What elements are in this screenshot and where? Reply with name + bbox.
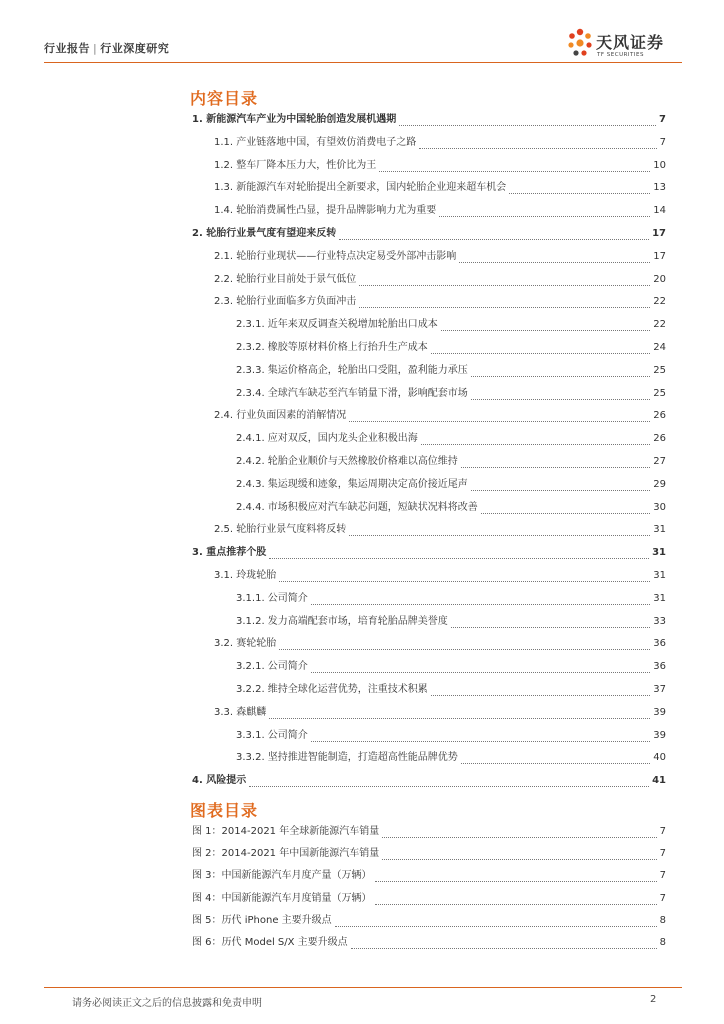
entry-label: 图 1：2014-2021 年全球新能源汽车销量 bbox=[192, 826, 380, 837]
toc-entry[interactable] bbox=[236, 500, 666, 514]
toc-entry[interactable] bbox=[236, 682, 666, 696]
dot-leader bbox=[441, 321, 650, 331]
toc-entry[interactable] bbox=[192, 773, 666, 787]
entry-page-number: 20 bbox=[653, 273, 666, 285]
entry-page-number: 7 bbox=[659, 114, 666, 125]
entry-label: 图 5：历代 iPhone 主要升级点 bbox=[192, 914, 332, 926]
entry-label: 3.1. 玲珑轮胎 bbox=[214, 570, 277, 581]
entry-page-number: 25 bbox=[653, 364, 666, 376]
dot-leader bbox=[471, 390, 650, 400]
dot-leader bbox=[279, 640, 650, 650]
entry-page-number: 31 bbox=[652, 547, 666, 559]
toc-entry[interactable] bbox=[214, 203, 666, 217]
dot-leader bbox=[439, 207, 650, 217]
dot-leader bbox=[359, 276, 650, 286]
toc-title: 内容目录 bbox=[190, 89, 259, 108]
toc-entry[interactable] bbox=[214, 568, 666, 582]
entry-label: 2.3.4. 全球汽车缺芯至汽车销量下滑，影响配套市场 bbox=[236, 387, 468, 399]
toc-entry[interactable] bbox=[236, 340, 666, 354]
dot-leader bbox=[311, 732, 650, 742]
footer-disclaimer: 请务必阅读正文之后的信息披露和免责申明 bbox=[72, 998, 262, 1009]
toc-entry[interactable] bbox=[236, 477, 666, 491]
entry-page-number: 36 bbox=[653, 661, 666, 673]
dot-leader bbox=[335, 917, 657, 927]
entry-label: 图 2：2014-2021 年中国新能源汽车销量 bbox=[192, 848, 380, 860]
entry-label: 2.4.4. 市场积极应对汽车缺芯问题，短缺状况料将改善 bbox=[236, 501, 478, 513]
toc-entry[interactable] bbox=[236, 363, 666, 377]
entry-label: 2.3.2. 橡胶等原材料价格上行抬升生产成本 bbox=[236, 342, 428, 353]
dot-leader bbox=[279, 572, 650, 582]
entry-label: 图 4：中国新能源汽车月度销量（万辆） bbox=[192, 892, 372, 904]
dot-leader bbox=[382, 828, 656, 838]
figure-entry[interactable] bbox=[192, 824, 666, 838]
toc-entry[interactable] bbox=[236, 431, 666, 445]
toc-entry[interactable] bbox=[236, 386, 666, 400]
toc-entry[interactable] bbox=[236, 317, 666, 331]
dot-leader bbox=[339, 230, 649, 240]
entry-label: 3.3.1. 公司简介 bbox=[236, 729, 308, 741]
entry-page-number: 7 bbox=[659, 826, 666, 837]
entry-page-number: 31 bbox=[653, 570, 666, 581]
entry-page-number: 22 bbox=[653, 319, 666, 331]
entry-page-number: 7 bbox=[659, 848, 666, 860]
entry-label: 1.1. 产业链落地中国，有望效仿消费电子之路 bbox=[214, 136, 417, 148]
company-logo bbox=[566, 24, 686, 64]
entry-page-number: 29 bbox=[653, 478, 666, 490]
entry-label: 3.2. 赛轮轮胎 bbox=[214, 638, 277, 650]
entry-page-number: 37 bbox=[653, 684, 666, 695]
dot-leader bbox=[461, 754, 650, 764]
toc-entry[interactable] bbox=[214, 272, 666, 286]
header-rule bbox=[44, 62, 682, 63]
entry-label: 3.1.1. 公司简介 bbox=[236, 592, 308, 604]
toc-entry[interactable] bbox=[214, 158, 666, 172]
dot-leader bbox=[471, 481, 650, 491]
entry-label: 1.4. 轮胎消费属性凸显，提升品牌影响力尤为重要 bbox=[214, 205, 437, 217]
figure-entry[interactable] bbox=[192, 913, 666, 927]
figure-entry[interactable] bbox=[192, 891, 666, 905]
dot-leader bbox=[451, 618, 650, 628]
entry-label: 3.2.2. 维持全球化运营优势，注重技术积累 bbox=[236, 684, 428, 695]
dot-leader bbox=[375, 895, 657, 905]
entry-label: 3.3.2. 坚持推进智能制造，打造超高性能品牌优势 bbox=[236, 752, 458, 764]
entry-page-number: 7 bbox=[659, 892, 666, 904]
entry-label: 1. 新能源汽车产业为中国轮胎创造发展机遇期 bbox=[192, 114, 397, 125]
dot-leader bbox=[431, 344, 650, 354]
toc-entry[interactable] bbox=[214, 294, 666, 308]
dot-leader bbox=[382, 850, 656, 860]
entry-label: 2.4.3. 集运现缓和迹象，集运周期决定高价接近尾声 bbox=[236, 478, 468, 490]
header-separator: | bbox=[93, 42, 98, 55]
entry-page-number: 39 bbox=[653, 706, 666, 718]
entry-label: 3. 重点推荐个股 bbox=[192, 547, 267, 559]
report-header bbox=[44, 40, 169, 56]
dot-leader bbox=[311, 595, 650, 605]
entry-label: 3.2.1. 公司简介 bbox=[236, 661, 308, 673]
dot-leader bbox=[419, 139, 656, 149]
logo-english-name: TF SECURITIES bbox=[597, 52, 644, 58]
toc-entry[interactable] bbox=[192, 226, 666, 240]
entry-label: 图 6：历代 Model S/X 主要升级点 bbox=[192, 937, 348, 948]
dot-leader bbox=[421, 435, 650, 445]
toc-entry[interactable] bbox=[214, 705, 666, 719]
entry-label: 2.5. 轮胎行业景气度料将反转 bbox=[214, 524, 347, 536]
entry-label: 图 3：中国新能源汽车月度产量（万辆） bbox=[192, 870, 372, 882]
dot-leader bbox=[269, 549, 649, 559]
entry-page-number: 22 bbox=[653, 296, 666, 308]
toc-entry[interactable] bbox=[236, 591, 666, 605]
entry-label: 2.4. 行业负面因素的消解情况 bbox=[214, 410, 347, 422]
toc-entry[interactable] bbox=[214, 135, 666, 149]
toc-entry[interactable] bbox=[236, 659, 666, 673]
entry-page-number: 24 bbox=[653, 342, 666, 353]
dot-leader bbox=[509, 184, 650, 194]
figure-entry[interactable] bbox=[192, 868, 666, 882]
entry-page-number: 36 bbox=[653, 638, 666, 650]
toc-entry[interactable] bbox=[214, 636, 666, 650]
entry-page-number: 25 bbox=[653, 387, 666, 399]
entry-page-number: 31 bbox=[653, 524, 666, 536]
entry-label: 2.3.1. 近年来双反调查关税增加轮胎出口成本 bbox=[236, 319, 438, 331]
figure-entry[interactable] bbox=[192, 935, 666, 949]
entry-page-number: 14 bbox=[653, 205, 666, 217]
toc-entry[interactable] bbox=[192, 112, 666, 126]
entry-page-number: 40 bbox=[653, 752, 666, 764]
toc-entry[interactable] bbox=[214, 249, 666, 263]
toc-entry[interactable] bbox=[214, 180, 666, 194]
entry-page-number: 7 bbox=[659, 870, 666, 882]
entry-page-number: 39 bbox=[653, 729, 666, 741]
footer-rule bbox=[44, 987, 682, 988]
dot-leader bbox=[311, 663, 650, 673]
entry-page-number: 41 bbox=[652, 775, 666, 787]
entry-label: 2.4.1. 应对双反，国内龙头企业积极出海 bbox=[236, 433, 418, 445]
entry-page-number: 26 bbox=[653, 410, 666, 422]
entry-page-number: 8 bbox=[659, 914, 666, 926]
entry-page-number: 31 bbox=[653, 592, 666, 604]
toc-entry[interactable] bbox=[214, 522, 666, 536]
dot-leader bbox=[269, 709, 650, 719]
entry-page-number: 13 bbox=[653, 182, 666, 194]
dot-leader bbox=[481, 504, 650, 514]
entry-page-number: 26 bbox=[653, 433, 666, 445]
entry-label: 1.2. 整车厂降本压力大，性价比为王 bbox=[214, 159, 377, 171]
entry-label: 2.3.3. 集运价格高企，轮胎出口受阻，盈利能力承压 bbox=[236, 364, 468, 376]
toc-entry[interactable] bbox=[236, 614, 666, 628]
dot-leader bbox=[349, 526, 650, 536]
dot-leader bbox=[379, 162, 650, 172]
dot-leader bbox=[471, 367, 650, 377]
dot-leader bbox=[399, 116, 656, 126]
toc-entry[interactable] bbox=[236, 454, 666, 468]
header-subcategory: 行业深度研究 bbox=[100, 42, 170, 55]
entry-page-number: 33 bbox=[653, 615, 666, 627]
header-category: 行业报告 bbox=[44, 42, 90, 55]
entry-label: 2.4.2. 轮胎企业顺价与天然橡胶价格难以高位维持 bbox=[236, 456, 458, 467]
entry-page-number: 30 bbox=[653, 501, 666, 513]
toc-entry[interactable] bbox=[214, 408, 666, 422]
entry-label: 3.3. 森麒麟 bbox=[214, 706, 267, 718]
flower-logo-icon bbox=[566, 26, 596, 62]
entry-label: 2.3. 轮胎行业面临多方负面冲击 bbox=[214, 296, 357, 308]
dot-leader bbox=[359, 298, 650, 308]
entry-page-number: 7 bbox=[659, 136, 666, 148]
entry-label: 3.1.2. 发力高端配套市场，培育轮胎品牌美誉度 bbox=[236, 615, 448, 627]
entry-label: 4. 风险提示 bbox=[192, 775, 247, 787]
entry-page-number: 17 bbox=[653, 250, 666, 262]
entry-label: 2.1. 轮胎行业现状——行业特点决定易受外部冲击影响 bbox=[214, 250, 457, 262]
dot-leader bbox=[249, 777, 649, 787]
entry-page-number: 27 bbox=[653, 456, 666, 467]
logo-name: 天风证券 bbox=[596, 33, 665, 52]
entry-label: 2.2. 轮胎行业目前处于景气低位 bbox=[214, 273, 357, 285]
figure-list-title: 图表目录 bbox=[190, 801, 259, 820]
footer-page-number: 2 bbox=[650, 994, 657, 1005]
dot-leader bbox=[349, 412, 650, 422]
toc-entry[interactable] bbox=[192, 545, 666, 559]
toc-entry[interactable] bbox=[236, 750, 666, 764]
entry-label: 1.3. 新能源汽车对轮胎提出全新要求，国内轮胎企业迎来超车机会 bbox=[214, 182, 507, 194]
figure-entry[interactable] bbox=[192, 846, 666, 860]
dot-leader bbox=[431, 686, 650, 696]
entry-label: 2. 轮胎行业景气度有望迎来反转 bbox=[192, 228, 337, 239]
toc-entry[interactable] bbox=[236, 728, 666, 742]
entry-page-number: 8 bbox=[659, 937, 666, 948]
dot-leader bbox=[461, 458, 650, 468]
dot-leader bbox=[459, 253, 650, 263]
dot-leader bbox=[375, 872, 657, 882]
entry-page-number: 10 bbox=[653, 159, 666, 171]
dot-leader bbox=[351, 939, 657, 949]
entry-page-number: 17 bbox=[652, 228, 666, 239]
